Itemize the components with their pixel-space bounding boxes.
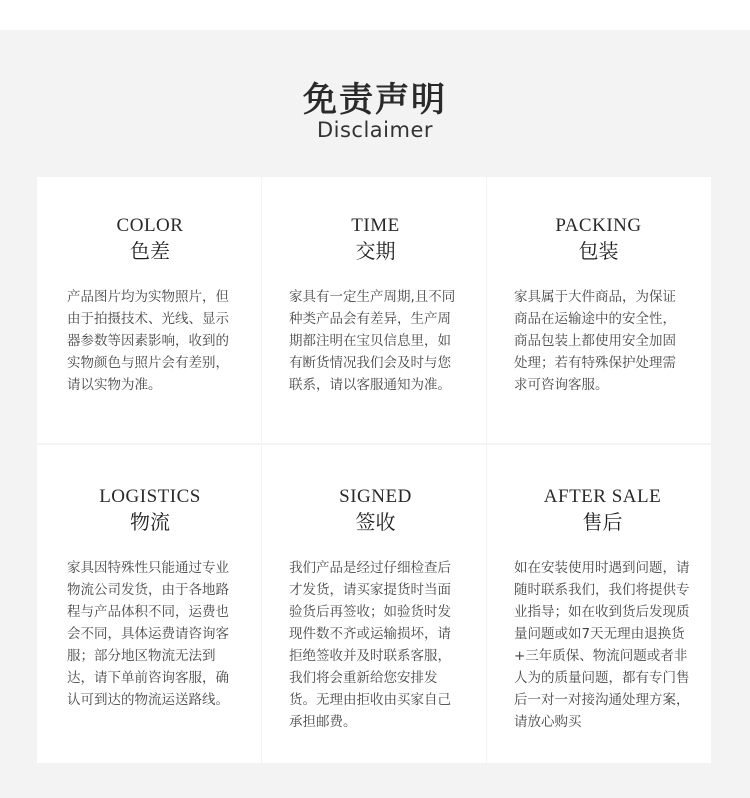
- card-body: 产品图片均为实物照片，但由于拍摄技术、光线、显示器参数等因素影响，收到的实物颜色与照片会有差别，请以实物为准。: [67, 289, 229, 393]
- card-title-cn: 签收: [355, 510, 396, 534]
- card-after-sale: [487, 445, 711, 763]
- card-packing: [487, 177, 711, 443]
- disclaimer-section: [0, 30, 750, 798]
- card-body: 家具因特殊性只能通过专业物流公司发货，由于各地路程与产品体积不同，运费也会不同，具体运费请咨询客服；部分地区物流无法到达，请下单前咨询客服，确认可到达的物流运送路线。: [67, 560, 229, 708]
- card-title-en: TIME: [351, 215, 400, 236]
- card-logistics: [37, 445, 261, 763]
- card-time: [262, 177, 486, 443]
- card-color: [37, 177, 261, 443]
- card-title-en: COLOR: [116, 215, 184, 236]
- card-title-cn: 交期: [355, 239, 396, 263]
- card-title-en: LOGISTICS: [99, 486, 201, 507]
- card-body: 如在安装使用时遇到问题，请随时联系我们，我们将提供专业指导；如在收到货后发现质量问题或如7天无理由退换货+三年质保、物流问题或者非人为的质量问题，都有专门售后一对一对接沟通处理方案，请放心购买: [514, 560, 690, 730]
- card-title-en: SIGNED: [339, 486, 412, 507]
- card-title-cn: 物流: [130, 510, 170, 534]
- card-signed: [262, 445, 486, 763]
- page-title: 免责声明: [303, 80, 447, 120]
- card-body: 我们产品是经过仔细检查后才发货，请买家提货时当面验货后再签收；如验货时发现件数不齐或运输损坏，请拒绝签收并及时联系客服，我们将会重新给您安排发货。无理由拒收由买家自己承担邮费。: [289, 560, 451, 730]
- card-body: 家具属于大件商品，为保证商品在运输途中的安全性，商品包装上都使用安全加固处理；若有特殊保护处理需求可咨询客服。: [514, 289, 676, 393]
- card-title-en: PACKING: [555, 215, 642, 236]
- disclaimer-grid: [37, 177, 711, 763]
- card-title-cn: 售后: [582, 510, 623, 534]
- card-title-en: AFTER SALE: [543, 486, 662, 507]
- card-title-cn: 包装: [578, 239, 619, 263]
- page-subtitle: Disclaimer: [316, 118, 434, 142]
- card-title-cn: 色差: [130, 239, 170, 263]
- card-body: 家具有一定生产周期,且不同种类产品会有差异，生产周期都注明在宝贝信息里，如有断货情况我们会及时与您联系，请以客服通知为准。: [289, 289, 456, 393]
